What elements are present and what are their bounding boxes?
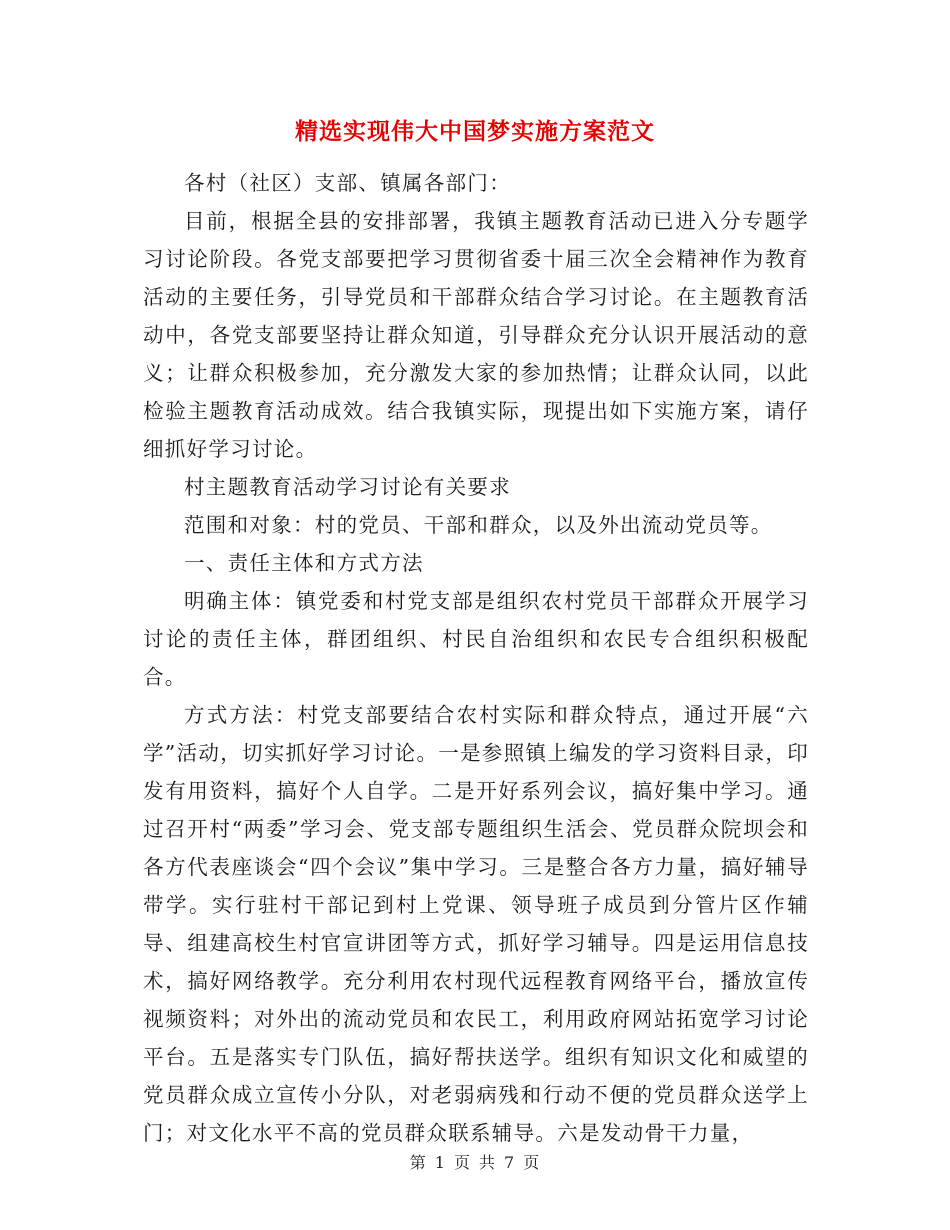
section-heading-responsibility: 一、责任主体和方式方法 xyxy=(184,551,424,575)
footer-prefix: 第 xyxy=(409,1153,427,1172)
document-body xyxy=(143,164,809,1152)
footer-total-word: 共 xyxy=(479,1153,497,1172)
intro-paragraph: 目前，根据全县的安排部署，我镇主题教育活动已进入分专题学习讨论阶段。各党支部要把学习贯彻省委十届三次全会精神作为教育活动的主要任务，引导党员和干部群众结合学习讨论。在主题教育活动中，各党支部要坚持让群众知道，引导群众充分认识开展活动的意义；让群众积极参加，充分激发大家的参加热情；让群众认同，以此检验主题教育活动成效。结合我镇实际，现提出如下实施方案，请仔细抓好学习讨论。 xyxy=(143,209,809,461)
methods-paragraph: 方式方法：村党支部要结合农村实际和群众特点，通过开展“六学”活动，切实抓好学习讨论。一是参照镇上编发的学习资料目录，印发有用资料，搞好个人自学。二是开好系列会议，搞好集中学习。通过召开村“两委”学习会、党支部专题组织生活会、党员群众院坝会和各方代表座谈会“四个会议”集中学习。三是整合各方力量，搞好辅导带学。实行驻村干部记到村上党课、领导班子成员到分管片区作辅导、组建高校生村官宣讲团等方式，抓好学习辅导。四是运用信息技术，搞好网络教学。充分利用农村现代远程教育网络平台，播放宣传视频资料；对外出的流动党员和农民工，利用政府网站拓宽学习讨论平台。五是落实专门队伍，搞好帮扶送学。组织有知识文化和威望的党员群众成立宣传小分队，对老弱病残和行动不便的党员群众送学上门；对文化水平不高的党员群众联系辅导。六是发动骨干力量， xyxy=(143,703,809,1145)
footer-page-word: 页 xyxy=(453,1153,471,1172)
scope-paragraph: 范围和对象：村的党员、干部和群众，以及外出流动党员等。 xyxy=(184,513,773,537)
footer-current-page: 1 xyxy=(434,1153,446,1172)
section-heading: 村主题教育活动学习讨论有关要求 xyxy=(184,475,511,499)
page-footer xyxy=(0,1150,950,1173)
salutation-paragraph: 各村（社区）支部、镇属各部门： xyxy=(184,171,511,195)
footer-total-pages: 7 xyxy=(504,1153,516,1172)
footer-suffix: 页 xyxy=(523,1153,541,1172)
document-title: 精选实现伟大中国梦实施方案范文 xyxy=(295,119,655,145)
subject-paragraph: 明确主体：镇党委和村党支部是组织农村党员干部群众开展学习讨论的责任主体，群团组织、村民自治组织和农民专合组织积极配合。 xyxy=(143,589,809,689)
